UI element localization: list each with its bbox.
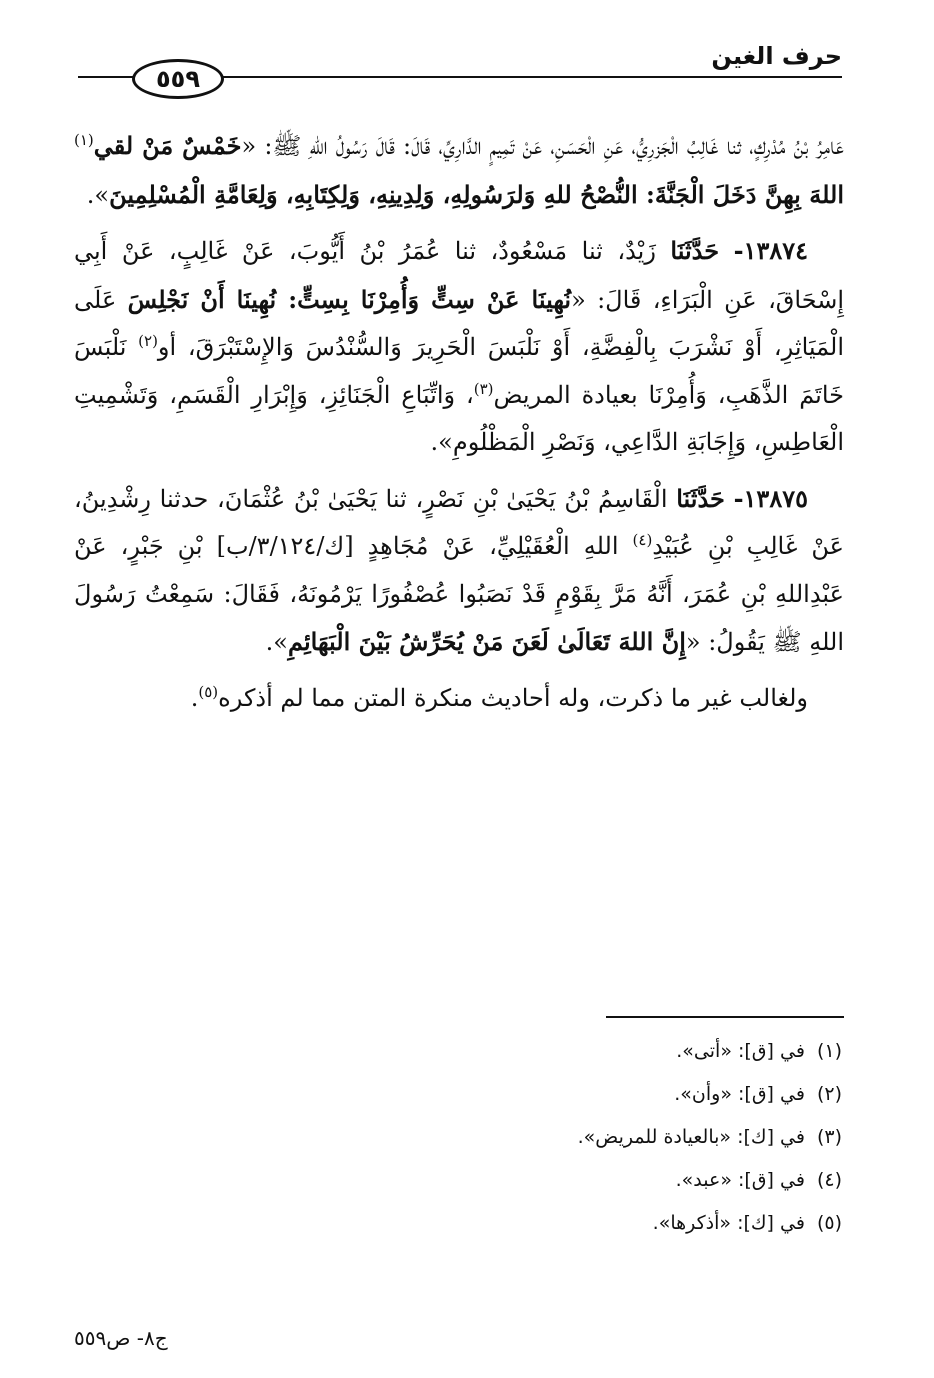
- text-segment: ».: [265, 628, 288, 656]
- hadith-text: نُهِينَا عَنْ سِتٍّ وَأُمِرْنَا بِسِتٍّ: نُهِينَا أَنْ نَجْلِسَ: [127, 284, 572, 314]
- text-segment: عَامِرُ بْنُ مُدْرِكٍ، ثنا غَالِبُ الْجَزرِيُّ، عَنِ الْحَسَنِ، عَنْ تَمِيمٍ الدَّارِيِّ، قَالَ: قَالَ رَسُولُ اللهِ ﷺ: «: [241, 132, 845, 160]
- text-segment: الْقَاسِمُ بْنُ يَحْيَىٰ بْنِ نَصْرٍ، ثنا يَحْيَىٰ بْنُ عُثْمَانَ، حدثنا رِشْدِينُ، عَنْ غَالِبِ بْنِ عُبَيْدِ: [74, 484, 844, 560]
- volume-page-reference: ج٨- ص٥٥٩: [74, 1326, 168, 1350]
- main-text: [74, 122, 844, 722]
- hadith-text: اللهَ بِهِنَّ دَخَلَ الْجَنَّةَ: النُّصْحُ للهِ وَلرَسُولِهِ، وَلِدِينِهِ، وَلِكِتَابِهِ، وَلِعَامَّةِ الْمُسْلِمِينَ: [109, 179, 844, 209]
- text-segment: ، وَاتِّبَاعِ الْجَنَائِزِ، وَإِبْرَارِ الْقَسَمِ، وَتَشْمِيتِ الْعَاطِسِ، وَإِجَابَةِ الدَّاعِي، وَنَصْرِ الْمَظْلُومِ».: [74, 380, 844, 456]
- footnote-number: (٤): [816, 1169, 842, 1191]
- footnote-ref: (٤): [632, 531, 653, 549]
- footnote-text: في [ك]: «أذكرها».: [652, 1212, 805, 1234]
- footnote-ref: (١): [74, 131, 94, 149]
- text-segment: نَلْبَسَ خَاتَمَ الذَّهَبِ، وَأُمِرْنَا بعيادة المريض: [74, 333, 845, 409]
- footnote-number: (٣): [816, 1126, 842, 1148]
- haddathana-label: حَدَّثَنَا: [670, 236, 720, 265]
- haddathana-label: حَدَّثَنَا: [676, 483, 725, 513]
- footnote-ref: (٣): [473, 379, 494, 398]
- paragraph-1: [74, 122, 844, 219]
- footnote-item: [362, 1202, 842, 1245]
- hadith-number: ١٣٨٧٥-: [733, 483, 808, 513]
- page-header: [78, 36, 842, 96]
- footnote-item: [362, 1159, 842, 1202]
- footnote-item: [362, 1073, 842, 1116]
- text-segment: ».: [86, 180, 110, 209]
- footnote-ref: (٥): [198, 682, 219, 701]
- footnote-number: (١): [816, 1040, 842, 1062]
- hadith-text: إِنَّ اللهَ تَعَالَىٰ لَعَنَ مَنْ يُحَرِّشُ بَيْنَ الْبَهَائِمِ: [287, 627, 686, 656]
- footnote-item: [362, 1116, 842, 1159]
- paragraph-hadith-13874: [74, 227, 844, 467]
- footnote-item: [362, 1030, 842, 1073]
- paragraph-closing-note: [74, 675, 844, 723]
- footnote-number: (٥): [816, 1212, 842, 1234]
- text-segment: .: [190, 683, 199, 712]
- paragraph-hadith-13875: [74, 475, 844, 667]
- footnote-ref: (٢): [138, 332, 158, 350]
- hadith-number: ١٣٨٧٤-: [733, 236, 808, 265]
- footnote-separator: [606, 1016, 844, 1018]
- hadith-text: خَمْسٌ مَنْ لقي: [93, 131, 242, 160]
- text-segment: زَيْدٌ، ثنا مَسْعُودٌ، ثنا عُمَرُ بْنُ أَيُّوبَ، عَنْ غَالِبٍ، عَنْ أَبِي إِسْحَاقَ، عَنِ الْبَرَاءِ، قَالَ: «: [74, 237, 845, 314]
- text-segment: اللهِ الْعُقَيْلِيِّ، عَنْ مُجَاهِدٍ [ك/٣/١٢٤/ب] بْنِ جَبْرٍ، عَنْ عَبْدِاللهِ بْنِ عُمَرَ، أَنَّهُ مَرَّ بِقَوْمٍ قَدْ نَصَبُوا عُصْفُورًا يَرْمُونَهُ، فَقَالَ: سَمِعْتُ رَسُولَ اللهِ ﷺ يَقُولُ: «: [74, 532, 844, 656]
- chapter-title: حرف الغين: [711, 42, 842, 70]
- footnote-text: في [ك]: «بالعيادة للمريض».: [577, 1126, 805, 1148]
- text-segment: عَلَى الْمَيَاثِرِ، أَوْ نَشْرَبَ بِالْفِضَّةِ، أَوْ نَلْبَسَ الْحَرِيرَ وَالسُّنْدُسَ وَالإِسْتَبْرَقَ، أو: [74, 285, 844, 361]
- footnote-text: في [ق]: «أتى».: [676, 1040, 805, 1062]
- footnote-number: (٢): [816, 1083, 842, 1105]
- footnote-text: في [ق]: «عبد».: [675, 1169, 805, 1191]
- text-segment: ولغالب غير ما ذكرت، وله أحاديث منكرة المتن مما لم أذكره: [218, 683, 808, 712]
- page-number-badge: ٥٥٩: [132, 59, 224, 99]
- footnotes: [362, 1030, 842, 1245]
- footnote-text: في [ق]: «وأن».: [674, 1083, 805, 1105]
